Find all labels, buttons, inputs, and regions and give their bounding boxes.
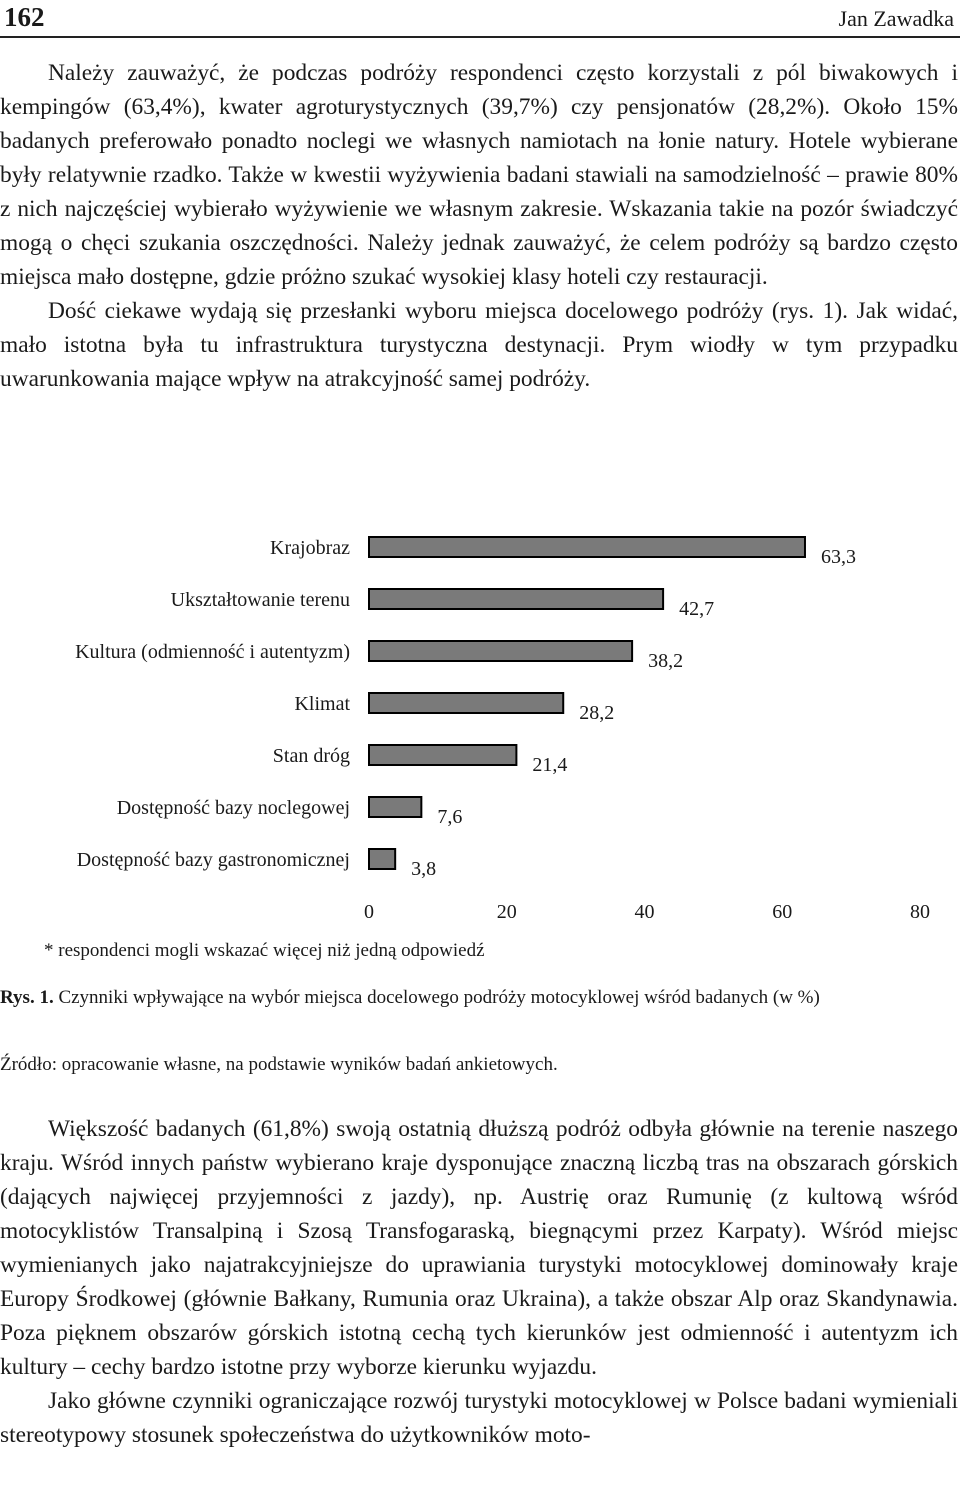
bar	[369, 797, 421, 817]
bar	[369, 641, 632, 661]
x-tick-label: 0	[364, 901, 374, 923]
x-tick-label: 80	[910, 901, 930, 923]
bar	[369, 589, 663, 609]
category-label: Dostępność bazy gastronomicznej	[76, 849, 350, 871]
category-label: Klimat	[294, 693, 350, 715]
caption-text: Czynniki wpływające na wybór miejsca docelowego podróży motocyklowej wśród badanych (w %)	[53, 987, 820, 1008]
category-label: Kultura (odmienność i autentyzm)	[75, 641, 350, 663]
value-label: 7,6	[437, 806, 463, 828]
value-label: 28,2	[579, 702, 615, 724]
category-label: Krajobraz	[270, 537, 350, 559]
page-number: 162	[4, 2, 45, 32]
value-label: 3,8	[411, 858, 437, 880]
bar	[369, 693, 563, 713]
bar	[369, 537, 805, 557]
x-tick-label: 60	[772, 901, 793, 923]
body-text-bottom	[0, 1112, 958, 1452]
x-tick-label: 40	[634, 901, 655, 923]
category-label: Ukształtowanie terenu	[170, 589, 350, 611]
running-header-author: Jan Zawadka	[838, 6, 954, 31]
paragraph: Dość ciekawe wydają się przesłanki wyboru miejsca docelowego podróży (rys. 1). Jak widać, mało istotna była tu infrastruktura turystyczna destynacji. Prym wiodły w tym przypadku uwarunkowania mające wpływ na atrakcyjność samej podróży.	[0, 298, 958, 392]
paragraph: Większość badanych (61,8%) swoją ostatnią dłuższą podróż odbyła głównie na terenie naszego kraju. Wśród innych państw wybierano kraje dysponujące znaczną liczbą tras na obszarach górskich (dających najwięcej przyjemności z jazdy), np. Austrię oraz Rumunię (z kultową wśród motocyklistów Transalpiną i Szosą Transfogaraską, biegnącymi przez Karpaty). Wśród miejsc wymienianych jako najatrakcyjniejsze do uprawiania turystyki motocyklowej dominowały kraje Europy Środkowej (głównie Bałkany, Rumunia oraz Ukraina), a także obszar Alp oraz Skandynawia. Poza pięknem obszarów górskich istotną cechą tych kierunków jest odmienność i autentyzm ich kultury – cechy bardzo istotne przy wyborze kierunku wyjazdu.	[0, 1116, 958, 1380]
caption-label: Rys. 1.	[0, 987, 54, 1008]
value-label: 21,4	[532, 754, 568, 776]
paragraph: Jako główne czynniki ograniczające rozwój turystyki motocyklowej w Polsce badani wymieniali stereotypowy stosunek społeczeństwa do użytkowników moto-	[0, 1388, 958, 1448]
figure-caption	[0, 984, 958, 1012]
bar	[369, 745, 516, 765]
figure-chart	[0, 520, 960, 940]
x-tick-label: 20	[496, 901, 517, 923]
category-label: Dostępność bazy noclegowej	[116, 797, 350, 819]
category-label: Stan dróg	[272, 745, 350, 767]
page-header	[0, 0, 960, 38]
figure-source: Źródło: opracowanie własne, na podstawie wyników badań ankietowych.	[0, 1054, 558, 1075]
body-text-top	[0, 56, 958, 396]
bar	[369, 849, 395, 869]
value-label: 63,3	[820, 546, 856, 568]
figure-footnote: * respondenci mogli wskazać więcej niż jedną odpowiedź	[44, 940, 485, 961]
value-label: 38,2	[648, 650, 684, 672]
paragraph: Należy zauważyć, że podczas podróży respondenci często korzystali z pól biwakowych i kempingów (63,4%), kwater agroturystycznych (39,7%) czy pensjonatów (28,2%). Około 15% badanych preferowało ponadto noclegi we własnych namiotach na łonie natury. Hotele wybierane były relatywnie rzadko. Także w kwestii wyżywienia badani stawiali na samodzielność – prawie 80% z nich najczęściej wybierało wyżywienie we własnym zakresie. Wskazania takie na pozór świadczyć mogą o chęci szukania oszczędności. Należy jednak zauważyć, że celem podróży są bardzo często miejsca mało dostępne, gdzie próżno szukać wysokiej klasy hoteli czy restauracji.	[0, 60, 958, 290]
bar-chart	[0, 520, 960, 940]
value-label: 42,7	[679, 598, 715, 620]
